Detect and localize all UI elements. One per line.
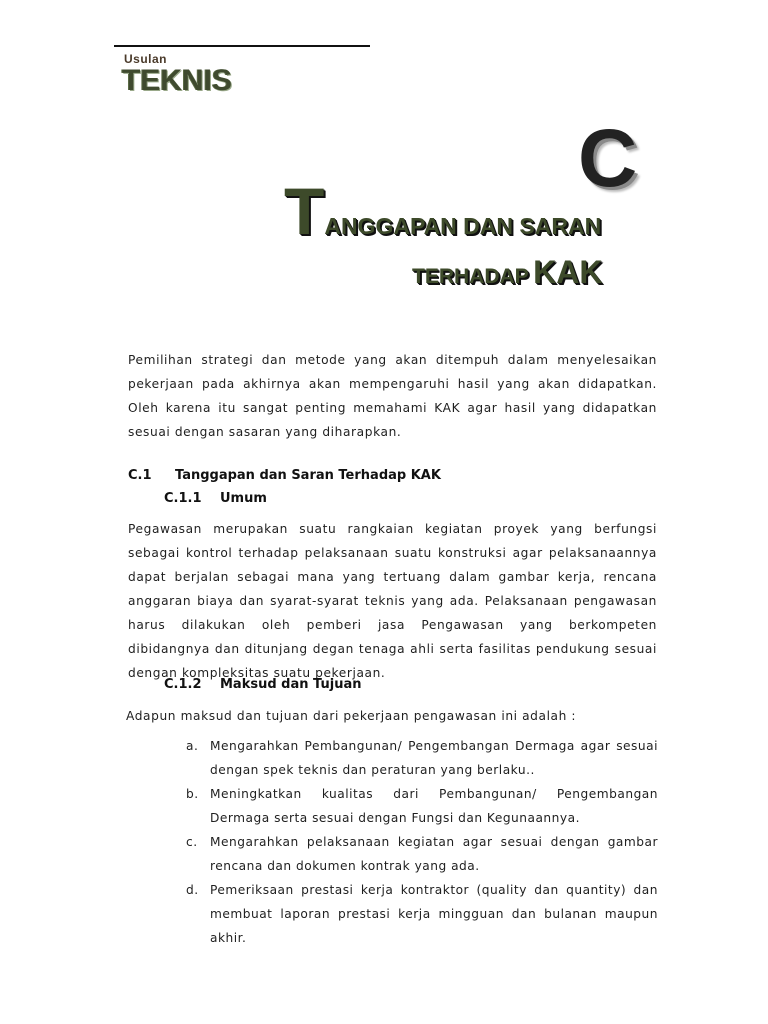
chapter-title-initial: T: [284, 174, 325, 248]
section-c12-lead: Adapun maksud dan tujuan dari pekerjaan pengawasan ini adalah :: [126, 709, 577, 723]
list-item-text: Mengarahkan Pembangunan/ Pengembangan Dermaga agar sesuai dengan spek teknis dan peraturan yang berlaku..: [210, 739, 658, 777]
objectives-list: [186, 734, 658, 950]
section-c11-body: Pegawasan merupakan suatu rangkaian kegiatan proyek yang berfungsi sebagai kontrol terhadap pelaksanaan suatu konstruksi agar pelaksanaannya dapat berjalan sebagai mana yang tertuang dalam gambar kerja, rencana anggaran biaya dan syarat-syarat teknis yang ada. Pelaksanaan pengawasan harus dilakukan oleh pemberi jasa Pengawasan yang berkompeten dibidangnya dan ditunjang degan tenaga ahli serta fasilitas pendukung sesuai dengan kompleksitas suatu pekerjaan.: [128, 522, 657, 680]
list-item-text: Meningkatkan kualitas dari Pembangunan/ Pengembangan Dermaga serta sesuai dengan Fungsi dan Kegunaannya.: [210, 787, 658, 825]
list-item-text: Mengarahkan pelaksanaan kegiatan agar sesuai dengan gambar rencana dan dokumen kontrak yang ada.: [210, 835, 658, 873]
intro-paragraph: Pemilihan strategi dan metode yang akan ditempuh dalam menyelesaikan pekerjaan pada akhirnya akan mempengaruhi hasil yang akan didapatkan. Oleh karena itu sangat penting memahami KAK agar hasil yang didapatkan sesuai dengan sasaran yang diharapkan.: [128, 353, 657, 439]
section-c11-number: C.1.1: [164, 491, 202, 506]
chapter-title-line2: [412, 254, 602, 291]
chapter-title-rest: ANGGAPAN DAN SARAN: [324, 213, 602, 239]
list-item-marker: c.: [186, 835, 198, 849]
chapter-title-kak: KAK: [533, 254, 603, 290]
section-c1-number: C.1: [128, 468, 152, 483]
list-item: [186, 830, 658, 878]
section-c1-heading: [128, 468, 441, 483]
list-item-marker: b.: [186, 787, 199, 801]
logo-big-text: TEKNIS: [122, 64, 233, 97]
section-c12-heading: [164, 677, 361, 692]
section-c11-title: Umum: [220, 491, 267, 506]
section-c11-heading: [164, 491, 267, 506]
section-c1-title: Tanggapan dan Saran Terhadap KAK: [175, 468, 441, 483]
chapter-title-line1: [284, 174, 602, 248]
list-item: [186, 878, 658, 950]
list-item-marker: d.: [186, 883, 199, 897]
header-rule: [114, 45, 370, 47]
usulan-teknis-logo: [122, 52, 252, 102]
list-item: [186, 782, 658, 830]
list-item-text: Pemeriksaan prestasi kerja kontraktor (quality dan quantity) dan membuat laporan prestasi kerja mingguan dan bulanan maupun akhir.: [210, 883, 658, 945]
list-item: [186, 734, 658, 782]
list-item-marker: a.: [186, 739, 199, 753]
chapter-letter: C: [578, 113, 638, 204]
section-c12-title: Maksud dan Tujuan: [220, 677, 362, 692]
chapter-title-terhadap: TERHADAP: [412, 265, 529, 288]
section-c12-number: C.1.2: [164, 677, 202, 692]
logo-small-text: Usulan: [124, 52, 168, 66]
